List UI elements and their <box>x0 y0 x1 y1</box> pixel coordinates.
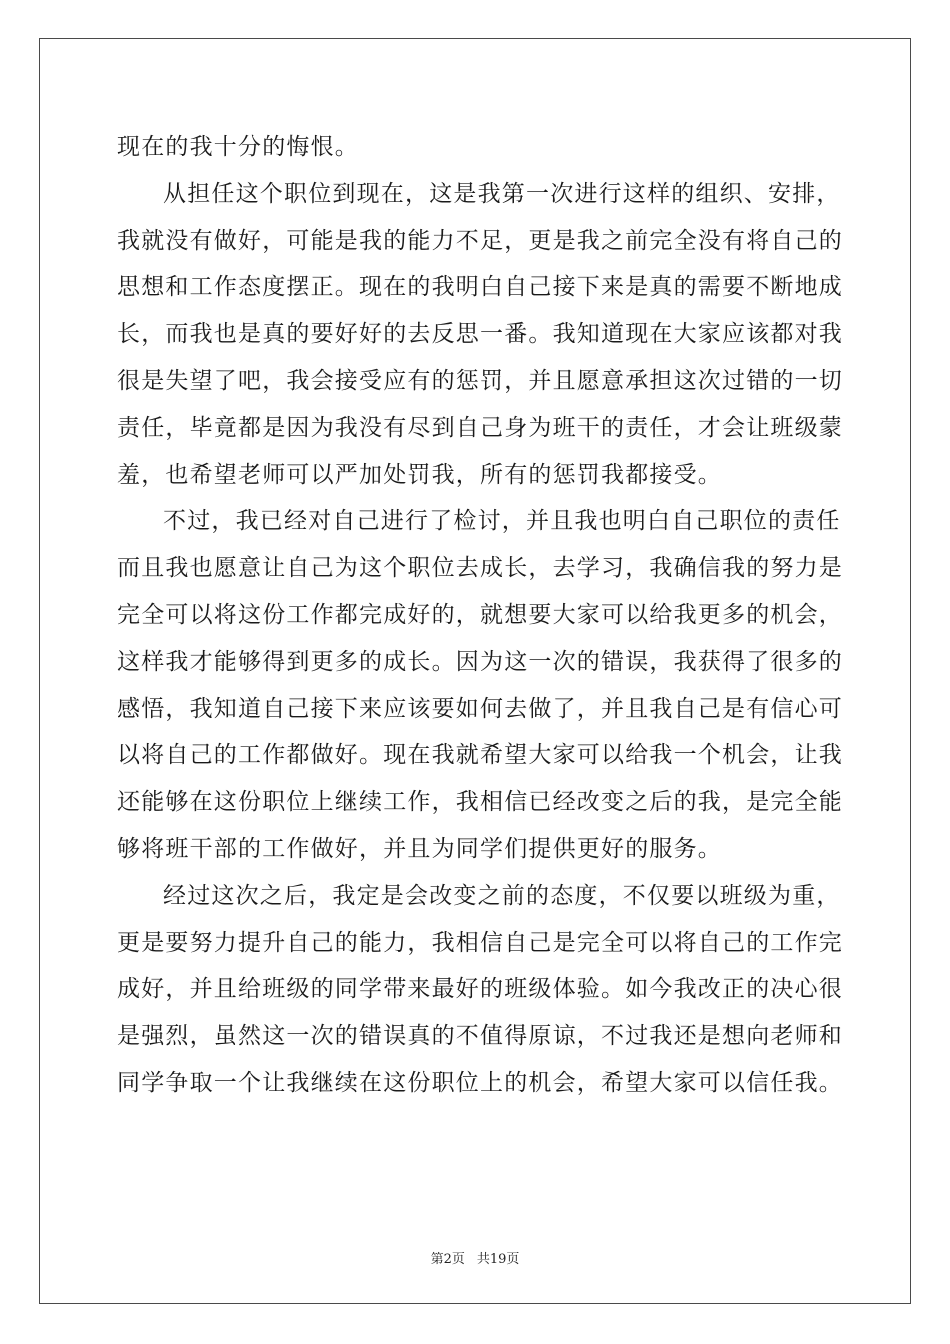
page-total: 共19页 <box>476 1252 520 1267</box>
text-line: 很是失望了吧，我会接受应有的惩罚，并且愿意承担这次过错的一切 <box>117 367 843 394</box>
text-line: 而且我也愿意让自己为这个职位去成长，去学习，我确信我的努力是 <box>117 555 843 582</box>
page-footer <box>0 1248 950 1267</box>
text-line: 还能够在这份职位上继续工作，我相信已经改变之后的我，是完全能 <box>117 789 843 816</box>
page-number: 第2页 <box>430 1252 465 1267</box>
text-line: 现在的我十分的悔恨。 <box>117 134 359 160</box>
paragraph-start-line: 不过，我已经对自己进行了检讨，并且我也明白自己职位的责任 <box>163 508 841 535</box>
text-line: 是强烈，虽然这一次的错误真的不值得原谅，不过我还是想向老师和 <box>117 1023 843 1050</box>
paragraph-start-line: 从担任这个职位到现在，这是我第一次进行这样的组织、安排， <box>163 180 841 207</box>
document-body <box>117 124 843 1107</box>
text-line: 成好，并且给班级的同学带来最好的班级体验。如今我改正的决心很 <box>117 976 843 1003</box>
text-line: 同学争取一个让我继续在这份职位上的机会，希望大家可以信任我。 <box>117 1069 843 1096</box>
text-line: 完全可以将这份工作都完成好的，就想要大家可以给我更多的机会， <box>117 601 843 628</box>
paragraph-start-line: 经过这次之后，我定是会改变之前的态度，不仅要以班级为重， <box>163 882 841 909</box>
text-line: 以将自己的工作都做好。现在我就希望大家可以给我一个机会，让我 <box>117 742 843 769</box>
text-line: 责任，毕竟都是因为我没有尽到自己身为班干的责任，才会让班级蒙 <box>117 414 843 441</box>
text-line: 够将班干部的工作做好，并且为同学们提供更好的服务。 <box>117 835 722 862</box>
text-line: 思想和工作态度摆正。现在的我明白自己接下来是真的需要不断地成 <box>117 274 843 301</box>
text-line: 这样我才能够得到更多的成长。因为这一次的错误，我获得了很多的 <box>117 648 843 675</box>
text-line: 羞，也希望老师可以严加处罚我，所有的惩罚我都接受。 <box>117 461 722 488</box>
text-line: 长，而我也是真的要好好的去反思一番。我知道现在大家应该都对我 <box>117 321 843 348</box>
text-line: 感悟，我知道自己接下来应该要如何去做了，并且我自己是有信心可 <box>117 695 843 722</box>
text-line: 我就没有做好，可能是我的能力不足，更是我之前完全没有将自己的 <box>117 227 843 254</box>
text-line: 更是要努力提升自己的能力，我相信自己是完全可以将自己的工作完 <box>117 929 843 956</box>
